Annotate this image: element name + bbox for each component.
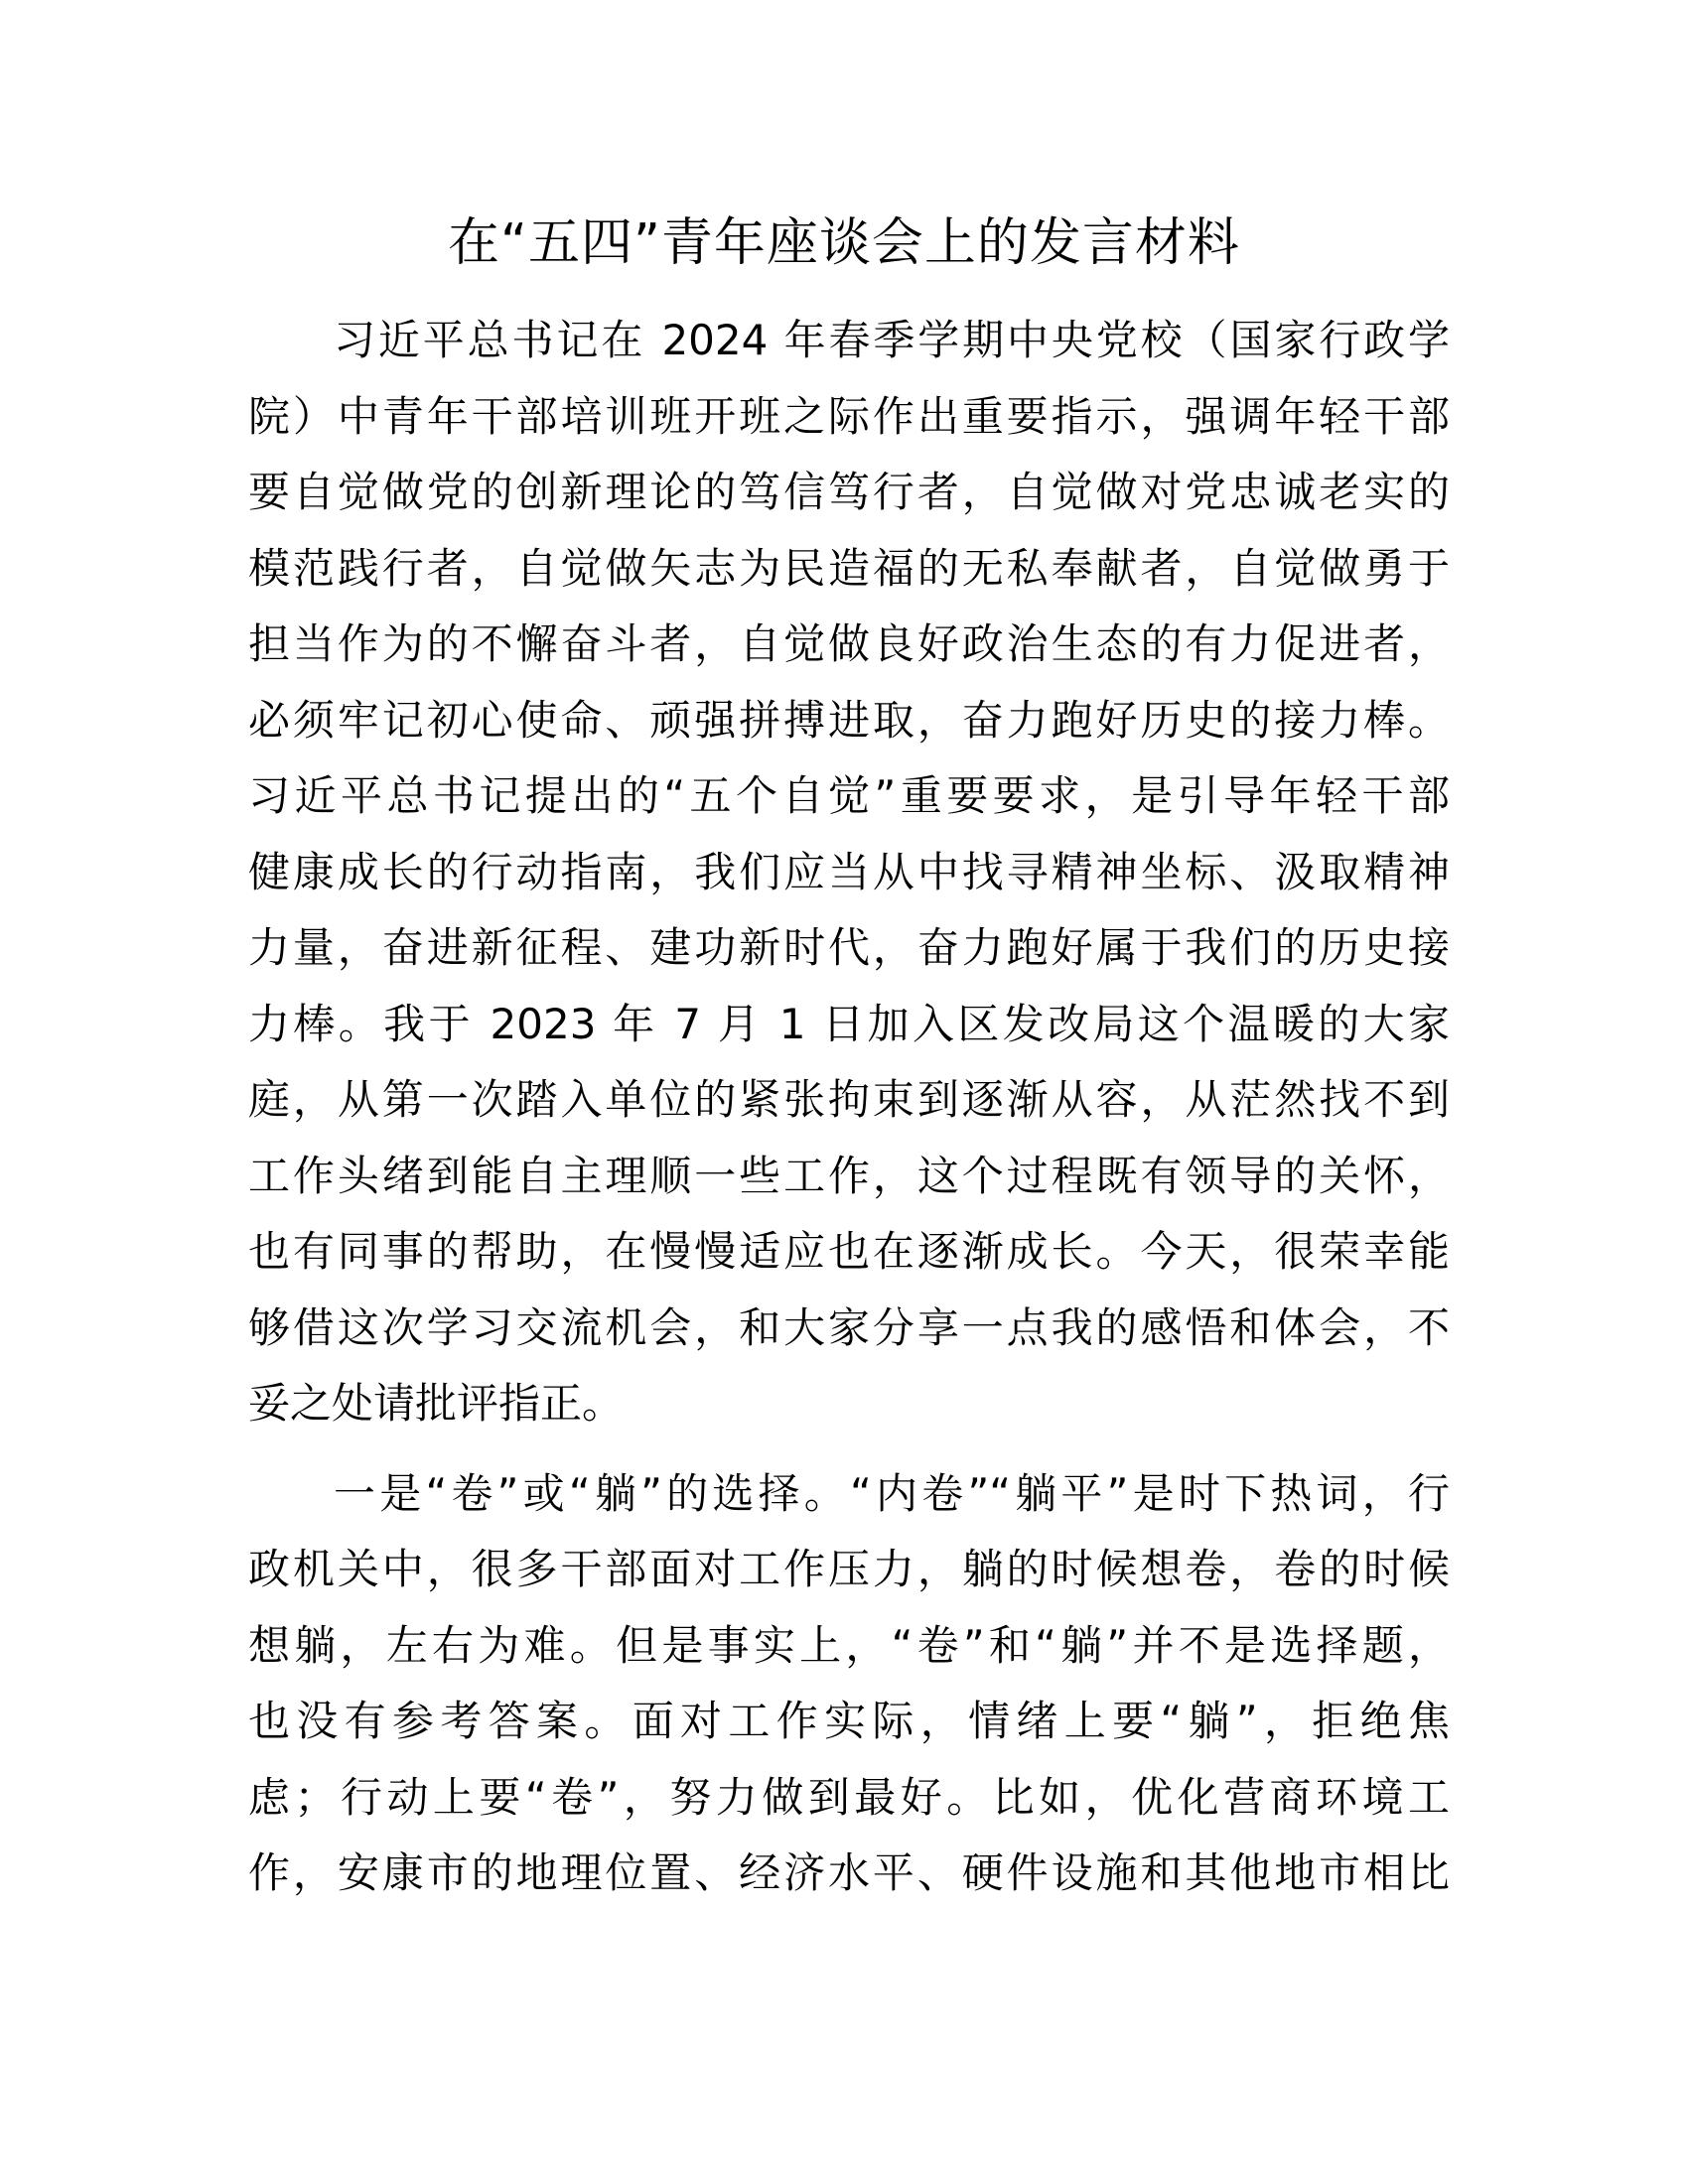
- text-line: 院）中青年干部培训班开班之际作出重要指示，强调年轻干部: [248, 391, 1450, 441]
- text-line: 力量，奋进新征程、建功新时代，奋力跑好属于我们的历史接: [248, 923, 1450, 972]
- text-line: 必须牢记初心使命、顽强拼搏进取，奋力跑好历史的接力棒。: [248, 695, 1450, 745]
- text-line: 健康成长的行动指南，我们应当从中找寻精神坐标、汲取精神: [248, 847, 1450, 896]
- text-line: 习近平总书记在 2024 年春季学期中央党校（国家行政学: [334, 316, 1450, 364]
- text-line: 虑；行动上要“卷”，努力做到最好。比如，优化营商环境工: [248, 1772, 1450, 1822]
- text-line: 要自觉做党的创新理论的笃信笃行者，自觉做对党忠诚老实的: [248, 468, 1450, 516]
- text-line: 习近平总书记提出的“五个自觉”重要要求，是引导年轻干部: [248, 771, 1450, 820]
- text-line: 也没有参考答案。面对工作实际，情绪上要“躺”，拒绝焦: [248, 1697, 1450, 1745]
- paragraph-point-one: [248, 1456, 1450, 1912]
- text-line: 作，安康市的地理位置、经济水平、硬件设施和其他地市相比: [248, 1848, 1450, 1897]
- document-title: 在“五四”青年座谈会上的发言材料: [448, 213, 1240, 273]
- text-line: 担当作为的不懈奋斗者，自觉做良好政治生态的有力促进者，: [248, 619, 1450, 668]
- text-line: 够借这次学习交流机会，和大家分享一点我的感悟和体会，不: [248, 1302, 1450, 1352]
- paragraph-intro: [248, 303, 1450, 1442]
- text-line: 妥之处请批评指正。: [248, 1379, 625, 1428]
- text-line: 力棒。我于 2023 年 7 月 1 日加入区发改局这个温暖的大家: [248, 999, 1450, 1048]
- text-line: 也有同事的帮助，在慢慢适应也在逐渐成长。今天，很荣幸能: [248, 1227, 1450, 1276]
- text-line: 政机关中，很多干部面对工作压力，躺的时候想卷，卷的时候: [248, 1545, 1450, 1593]
- text-line: 工作头绪到能自主理顺一些工作，这个过程既有领导的关怀，: [248, 1151, 1450, 1200]
- text-line: 模范践行者，自觉做矢志为民造福的无私奉献者，自觉做勇于: [248, 543, 1450, 593]
- text-line: 庭，从第一次踏入单位的紧张拘束到逐渐从容，从茫然找不到: [248, 1075, 1450, 1124]
- text-line: 想躺，左右为难。但是事实上，“卷”和“躺”并不是选择题，: [248, 1620, 1450, 1670]
- text-line: 一是“卷”或“躺”的选择。“内卷”“躺平”是时下热词，行: [334, 1468, 1450, 1518]
- document-body: [248, 303, 1450, 1912]
